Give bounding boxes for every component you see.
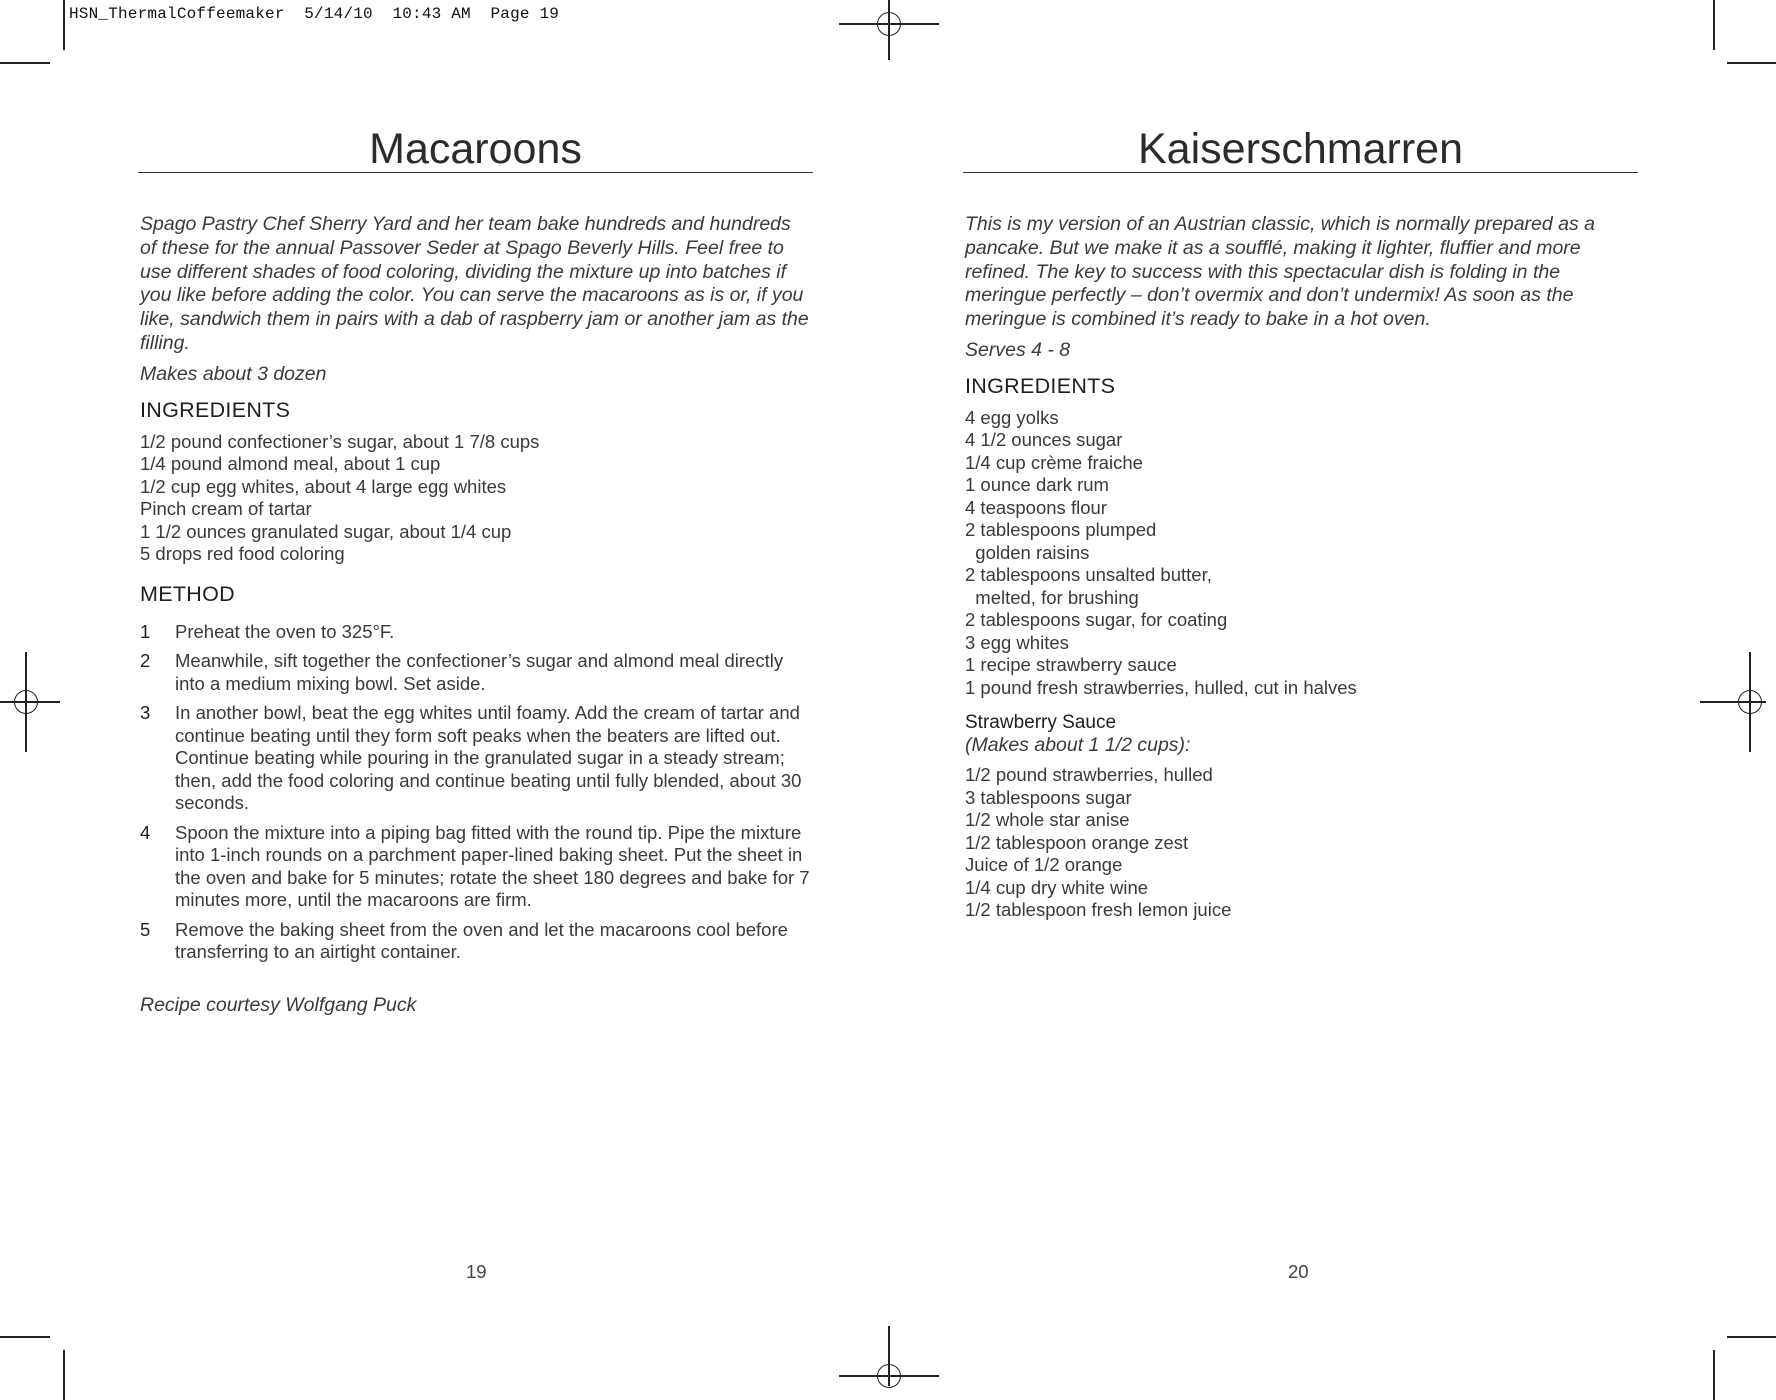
recipe-title: Kaiserschmarren <box>1138 125 1463 173</box>
method-step <box>140 621 812 644</box>
ingredient-item: 2 tablespoons sugar, for coating <box>965 609 1228 631</box>
method-step <box>140 702 812 815</box>
step-text: Meanwhile, sift together the confectioner’s sugar and almond meal directly into a medium mixing bowl. Set aside. <box>175 650 784 694</box>
title-rule <box>963 126 1638 173</box>
title-rule <box>138 126 813 173</box>
ingredient-item: 1/2 tablespoon orange zest <box>965 831 1189 853</box>
ingredient-item: 2 tablespoons plumped golden raisins <box>965 519 1157 563</box>
ingredient-item: 1/4 cup dry white wine <box>965 876 1149 898</box>
recipe-yield: Serves 4 - 8 <box>965 338 1071 361</box>
recipe-credit: Recipe courtesy Wolfgang Puck <box>140 993 417 1016</box>
recipe-title: Macaroons <box>369 125 582 173</box>
ingredients-heading: INGREDIENTS <box>140 397 291 422</box>
registration-mark-top <box>869 4 909 44</box>
ingredients-list <box>965 407 1637 700</box>
registration-mark-right <box>1730 682 1770 722</box>
crop-mark <box>63 0 65 50</box>
crop-mark <box>1713 1350 1715 1400</box>
ingredient-item: 1 pound fresh strawberries, hulled, cut in halves <box>965 676 1357 698</box>
step-number: 5 <box>140 918 151 940</box>
registration-mark-bottom <box>869 1356 909 1396</box>
step-text: Remove the baking sheet from the oven and let the macaroons cool before transferring to an airtight container. <box>175 918 788 963</box>
ingredient-item: Pinch cream of tartar <box>140 498 312 520</box>
crop-mark <box>1727 1336 1776 1338</box>
crop-mark <box>0 1336 50 1338</box>
ingredient-item: 1 1/2 ounces granulated sugar, about 1/4 cup <box>140 520 512 542</box>
ingredient-item: 1/4 cup crème fraiche <box>965 451 1143 473</box>
ingredient-item: 5 drops red food coloring <box>140 543 345 565</box>
method-step <box>140 822 812 912</box>
recipe-intro: This is my version of an Austrian classic, which is normally prepared as a pancake. But we make it as a soufflé, making it lighter, fluffier and more refined. The key to success with this spectacular dish is folding in the meringue perfectly – don’t overmix and don’t undermix! As soon as the meringue is combined it’s ready to bake in a hot oven. <box>965 213 1596 331</box>
ingredient-item: 1/4 pound almond meal, about 1 cup <box>140 453 441 475</box>
recipe-body <box>965 213 1637 922</box>
recipe-body <box>140 213 812 1017</box>
ingredient-item: 1/2 pound confectioner’s sugar, about 1 7/8 cups <box>140 430 540 452</box>
sauce-yield-note: (Makes about 1 1/2 cups): <box>965 734 1191 757</box>
method-step <box>140 650 812 695</box>
method-step <box>140 919 812 964</box>
registration-mark-left <box>6 682 46 722</box>
ingredient-item: 1 ounce dark rum <box>965 474 1109 496</box>
method-heading: METHOD <box>140 581 235 606</box>
ingredient-item: 1/2 tablespoon fresh lemon juice <box>965 899 1232 921</box>
print-slug: HSN_ThermalCoffeemaker 5/14/10 10:43 AM Page 19 <box>69 5 560 23</box>
step-number: 2 <box>140 650 151 672</box>
page-number: 19 <box>466 1261 487 1282</box>
recipe-yield: Makes about 3 dozen <box>140 362 327 385</box>
recipe-intro: Spago Pastry Chef Sherry Yard and her team bake hundreds and hundreds of these for the annual Passover Seder at Spago Beverly Hills. Feel free to use different shades of food coloring, dividing the mixture up into batches if you like before adding the color. You can serve the macaroons as is or, if you like, sandwich them in pairs with a dab of raspberry jam or another jam as the filling. <box>140 213 809 354</box>
ingredient-item: 1/2 cup egg whites, about 4 large egg whites <box>140 475 507 497</box>
ingredient-item: 3 tablespoons sugar <box>965 786 1132 808</box>
sauce-ingredients-list <box>965 764 1637 922</box>
ingredients-list <box>140 431 812 566</box>
ingredient-item: 2 tablespoons unsalted butter, melted, for brushing <box>965 564 1212 608</box>
step-text: In another bowl, beat the egg whites until foamy. Add the cream of tartar and continue beating until they form soft peaks when the beaters are lifted out. Continue beating while pouring in the granulated sugar in a steady stream; then, add the food coloring and continue beating until fully blended, about 30 seconds. <box>175 702 802 814</box>
step-number: 3 <box>140 702 151 724</box>
ingredient-item: 4 egg yolks <box>965 406 1059 428</box>
ingredient-item: Juice of 1/2 orange <box>965 854 1123 876</box>
ingredient-item: 1 recipe strawberry sauce <box>965 654 1177 676</box>
page-number: 20 <box>1288 1261 1309 1282</box>
method-steps <box>140 621 812 964</box>
ingredient-item: 3 egg whites <box>965 631 1069 653</box>
crop-mark <box>1713 0 1715 50</box>
step-text: Spoon the mixture into a piping bag fitted with the round tip. Pipe the mixture into 1-inch rounds on a parchment paper-lined baking sheet. Put the sheet in the oven and bake for 5 minutes; rotate the sheet 180 degrees and bake for 7 minutes more, until the macaroons are firm. <box>175 821 810 911</box>
ingredients-heading: INGREDIENTS <box>965 373 1116 398</box>
step-number: 4 <box>140 821 151 843</box>
crop-mark <box>63 1350 65 1400</box>
ingredient-item: 4 1/2 ounces sugar <box>965 429 1123 451</box>
ingredient-item: 1/2 pound strawberries, hulled <box>965 764 1213 786</box>
step-number: 1 <box>140 620 151 642</box>
sauce-heading: Strawberry Sauce <box>965 712 1117 734</box>
crop-mark <box>1727 62 1776 64</box>
ingredient-item: 1/2 whole star anise <box>965 809 1130 831</box>
step-text: Preheat the oven to 325°F. <box>175 620 395 642</box>
crop-mark <box>0 62 50 64</box>
ingredient-item: 4 teaspoons flour <box>965 496 1107 518</box>
